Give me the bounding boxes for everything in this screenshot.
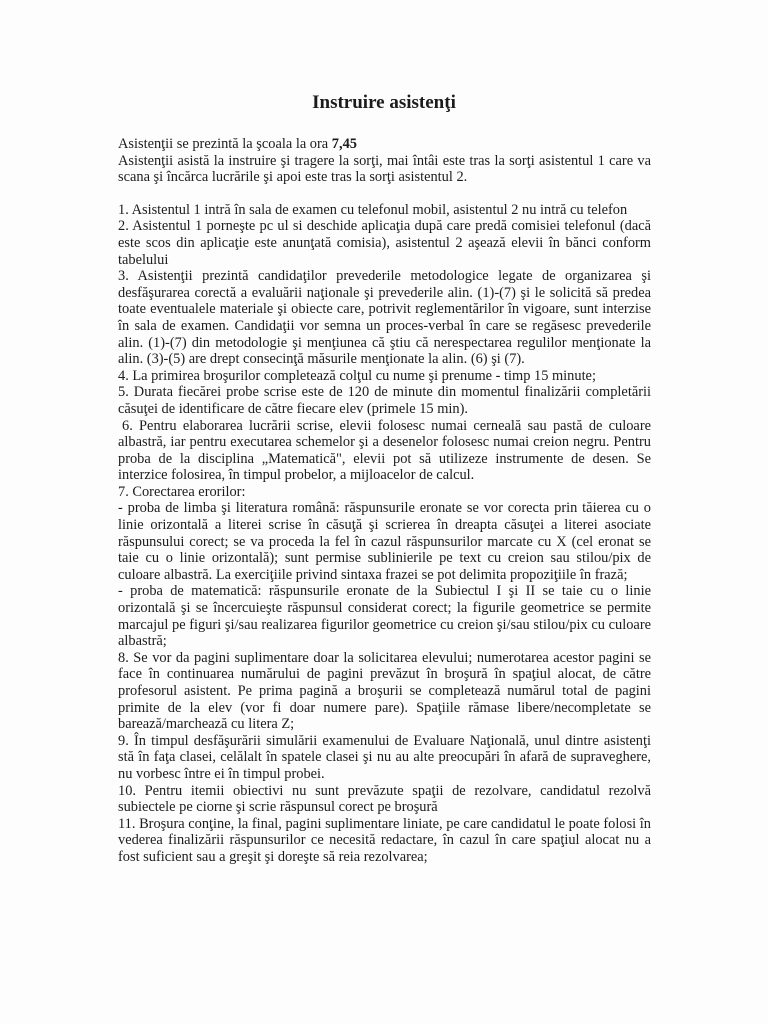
document-body — [118, 136, 651, 866]
list-item-9: 9. În timpul desfăşurării simulării examenului de Evaluare Naţională, unul dintre asistenţi stă în faţa clasei, celălalt în spatele clasei şi nu au alte preocupări în afară de supraveghere, nu vorbesc între ei în timpul probei. — [118, 732, 651, 782]
list-item-7-matematica: - proba de matematică: răspunsurile eronate de la Subiectul I şi II se taie cu o linie orizontală şi se încercuieşte răspunsul considerat corect; la figurile geometrice se permite marcajul pe figuri şi/sau realizarea figurilor geometrice cu creion şi/sau stilou/pix cu culoare albastră; — [118, 583, 651, 650]
list-item-2: 2. Asistentul 1 porneşte pc ul si deschide aplicaţia după care predă comisiei telefonul (dacă este scos din aplicaţie este anunţată comisia), asistentul 2 aşează elevii în bănci conform tabelului — [118, 218, 651, 268]
list-item-7-romana: - proba de limba şi literatura română: răspunsurile eronate se vor corecta prin tăierea cu o linie orizontală a literei scrise în căsuţă şi scrierea în dreapta căsuţei a literei asociate răspunsului corect; se va proceda la fel în cazul răspunsurilor marcate cu X (cel eronat se taie cu o linie orizontală); sunt permise sublinierile pe text cu creion sau stilou/pix de culoare albastră. La exerciţiile privind sintaxa frazei se pot delimita propoziţiile în frază; — [118, 500, 651, 583]
list-item-4: 4. La primirea broşurilor completează colţul cu nume şi prenume - timp 15 minute; — [118, 367, 596, 384]
list-item-7: 7. Corectarea erorilor: — [118, 483, 246, 500]
page-title: Instruire asistenţi — [312, 92, 456, 113]
list-item-3: 3. Asistenţii prezintă candidaţilor prevederile metodologice legate de organizarea şi desfăşurarea corectă a evaluării naţionale şi prevederile alin. (1)-(7) şi le solicită să predea toate eventualele materiale şi obiecte care, potrivit reglementărilor în vigoare, sunt interzise în sala de examen. Candidaţii vor semna un proces-verbal în care se regăsesc prevederile alin. (1)-(7) din metodologie şi menţiunea că ştiu că nerespectarea regulilor menţionate la alin. (3)-(5) are drept consecinţă măsurile menţionate la alin. (6) şi (7). — [118, 268, 651, 368]
list-item-6: 6. Pentru elaborarea lucrării scrise, elevii folosesc numai cerneală sau pastă de culoare albastră, iar pentru executarea schemelor şi a desenelor folosesc numai creion negru. Pentru proba de la disciplina „Matematică", elevii pot să utilizeze instrumente de desen. Se interzice folosirea, în timpul probelor, a mijloacelor de calcul. — [118, 417, 651, 484]
list-item-10: 10. Pentru itemii obiectivi nu sunt prevăzute spaţii de rezolvare, candidatul rezolvă subiectele pe ciorne şi scrie răspunsul corect pe broşură — [118, 782, 651, 816]
list-item-5: 5. Durata fiecărei probe scrise este de 120 de minute din momentul finalizării completării căsuţei de identificare de către fiecare elev (primele 15 min). — [118, 384, 651, 417]
intro-line-1-text: Asistenţii se prezintă la şcoala la ora — [118, 136, 332, 152]
list-item-11: 11. Broşura conţine, la final, pagini suplimentare liniate, pe care candidatul le poate folosi în vederea finalizării răspunsurilor ce necesită redactare, în cazul în care spaţiul alocat nu a fost suficient sau a greşit şi doreşte să reia rezolvarea; — [118, 815, 651, 865]
list-item-1: 1. Asistentul 1 intră în sala de examen cu telefonul mobil, asistentul 2 nu intră cu telefon — [118, 201, 628, 218]
intro-time: 7,45 — [331, 136, 357, 152]
intro-line-1 — [118, 136, 651, 153]
paragraph-gap — [118, 186, 651, 202]
list-item-8: 8. Se vor da pagini suplimentare doar la solicitarea elevului; numerotarea acestor pagini se face în continuarea numărului de pagini prevăzut în broşură în spaţiul alocat, de către profesorul asistent. Pe prima pagină a broşurii se completează numărul total de pagini primite de la elev (vor fi doar numere pare). Spaţiile rămase libere/necompletate se barează/marchează cu litera Z; — [118, 649, 651, 733]
intro-line-2: Asistenţii asistă la instruire şi tragere la sorţi, mai întâi este tras la sorţi asistentul 1 care va scana şi încărca lucrările şi apoi este tras la sorţi asistentul 2. — [118, 152, 651, 186]
